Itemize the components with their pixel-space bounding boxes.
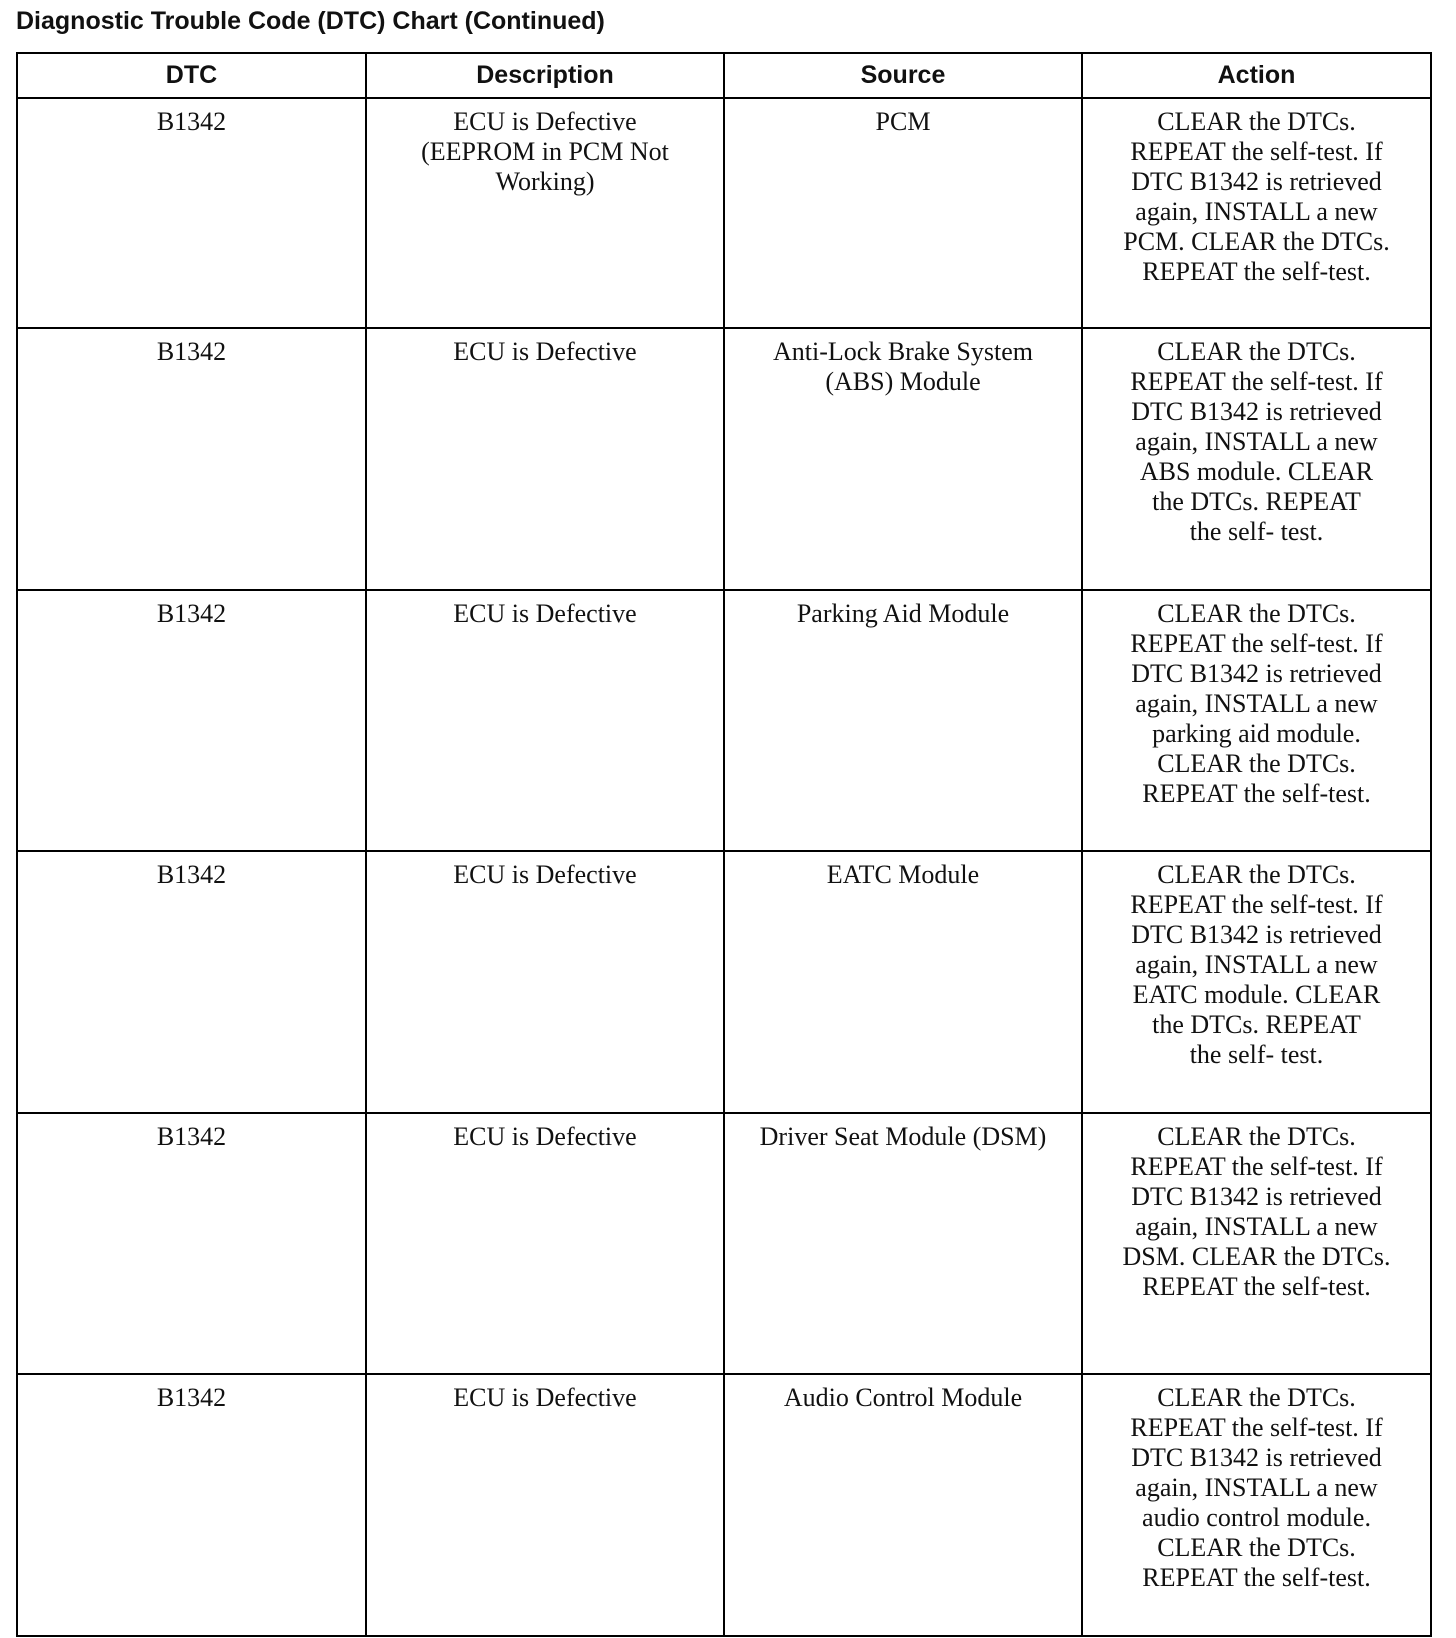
table-row xyxy=(17,851,1431,1113)
source-cell: Parking Aid Module xyxy=(724,590,1082,851)
column-header-source: Source xyxy=(724,53,1082,98)
dtc-cell: B1342 xyxy=(17,328,366,590)
description-cell: ECU is Defective xyxy=(366,1113,724,1374)
dtc-cell: B1342 xyxy=(17,590,366,851)
dtc-cell: B1342 xyxy=(17,1374,366,1636)
action-cell: CLEAR the DTCs. REPEAT the self-test. If DTC B1342 is retrieved again, INSTALL a new audio control module. CLEAR the DTCs. REPEAT the self-test. xyxy=(1082,1374,1431,1636)
source-cell: PCM xyxy=(724,98,1082,328)
dtc-cell: B1342 xyxy=(17,1113,366,1374)
table-row xyxy=(17,1374,1431,1636)
table-row xyxy=(17,98,1431,328)
action-cell: CLEAR the DTCs. REPEAT the self-test. If DTC B1342 is retrieved again, INSTALL a new EATC module. CLEAR the DTCs. REPEAT the self- test. xyxy=(1082,851,1431,1113)
table-row xyxy=(17,328,1431,590)
table-row xyxy=(17,590,1431,851)
description-cell: ECU is Defective xyxy=(366,1374,724,1636)
description-cell: ECU is Defective (EEPROM in PCM Not Working) xyxy=(366,98,724,328)
action-cell: CLEAR the DTCs. REPEAT the self-test. If DTC B1342 is retrieved again, INSTALL a new DSM. CLEAR the DTCs. REPEAT the self-test. xyxy=(1082,1113,1431,1374)
description-cell: ECU is Defective xyxy=(366,328,724,590)
description-cell: ECU is Defective xyxy=(366,590,724,851)
source-cell: Audio Control Module xyxy=(724,1374,1082,1636)
table-row xyxy=(17,1113,1431,1374)
source-cell: EATC Module xyxy=(724,851,1082,1113)
source-cell: Anti-Lock Brake System (ABS) Module xyxy=(724,328,1082,590)
column-header-action: Action xyxy=(1082,53,1431,98)
dtc-cell: B1342 xyxy=(17,851,366,1113)
dtc-chart-table xyxy=(16,52,1432,1637)
action-cell: CLEAR the DTCs. REPEAT the self-test. If DTC B1342 is retrieved again, INSTALL a new ABS module. CLEAR the DTCs. REPEAT the self- test. xyxy=(1082,328,1431,590)
action-cell: CLEAR the DTCs. REPEAT the self-test. If DTC B1342 is retrieved again, INSTALL a new PCM. CLEAR the DTCs. REPEAT the self-test. xyxy=(1082,98,1431,328)
column-header-description: Description xyxy=(366,53,724,98)
action-cell: CLEAR the DTCs. REPEAT the self-test. If DTC B1342 is retrieved again, INSTALL a new parking aid module. CLEAR the DTCs. REPEAT the self-test. xyxy=(1082,590,1431,851)
source-cell: Driver Seat Module (DSM) xyxy=(724,1113,1082,1374)
column-header-dtc: DTC xyxy=(17,53,366,98)
page-title: Diagnostic Trouble Code (DTC) Chart (Continued) xyxy=(16,7,605,35)
dtc-cell: B1342 xyxy=(17,98,366,328)
table-header-row xyxy=(17,53,1431,98)
description-cell: ECU is Defective xyxy=(366,851,724,1113)
